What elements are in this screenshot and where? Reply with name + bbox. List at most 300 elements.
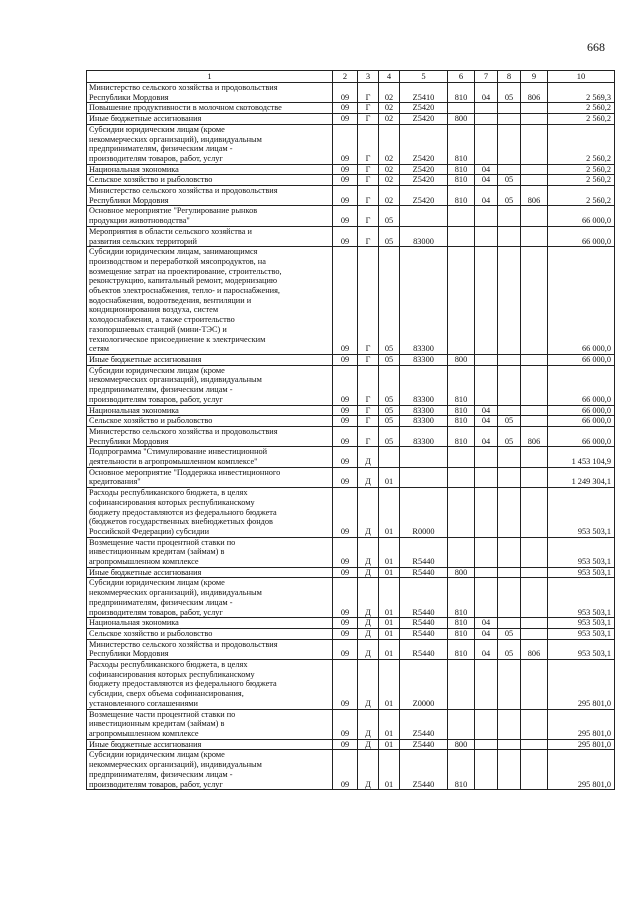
ministry-code-cell (521, 739, 548, 750)
amount-cell: 953 503,1 (548, 567, 615, 578)
amount-cell: 295 801,0 (548, 709, 615, 739)
amount-cell: 66 000,0 (548, 405, 615, 416)
ministry-code-cell (521, 365, 548, 405)
table-row (87, 639, 615, 659)
subprogram-code-cell: Г (358, 247, 379, 355)
expense-type-cell: 800 (448, 114, 475, 125)
expense-direction-cell: R0000 (400, 488, 448, 538)
expense-direction-cell: Z5440 (400, 709, 448, 739)
expense-direction-cell: Z0000 (400, 660, 448, 710)
subdivision-cell (498, 164, 521, 175)
division-cell (475, 354, 498, 365)
subprogram-code-cell: Д (358, 709, 379, 739)
subprogram-code-cell: Г (358, 114, 379, 125)
amount-cell: 66 000,0 (548, 247, 615, 355)
ministry-code-cell (521, 750, 548, 790)
subprogram-code-cell: Г (358, 186, 379, 206)
subprogram-code-cell: Г (358, 426, 379, 446)
amount-cell: 1 453 104,9 (548, 447, 615, 467)
division-cell (475, 739, 498, 750)
subdivision-cell (498, 578, 521, 618)
section-code-cell: 09 (333, 103, 358, 114)
division-cell: 04 (475, 618, 498, 629)
row-name-cell: Сельское хозяйство и рыболовство (87, 628, 333, 639)
table-row (87, 405, 615, 416)
activity-code-cell: 02 (379, 114, 400, 125)
division-cell: 04 (475, 426, 498, 446)
division-cell: 04 (475, 164, 498, 175)
expense-type-cell: 810 (448, 750, 475, 790)
expense-direction-cell: Z5440 (400, 750, 448, 790)
row-name-cell: Национальная экономика (87, 405, 333, 416)
subdivision-cell (498, 405, 521, 416)
header-cell: 1 (87, 71, 333, 83)
row-name-cell: Сельское хозяйство и рыболовство (87, 175, 333, 186)
subdivision-cell: 05 (498, 175, 521, 186)
division-cell (475, 447, 498, 467)
ministry-code-cell (521, 488, 548, 538)
section-code-cell: 09 (333, 447, 358, 467)
expense-type-cell (448, 467, 475, 487)
subprogram-code-cell: Д (358, 567, 379, 578)
table-row (87, 103, 615, 114)
activity-code-cell: 02 (379, 103, 400, 114)
expense-direction-cell: Z5420 (400, 124, 448, 164)
table-row (87, 114, 615, 125)
ministry-code-cell: 806 (521, 426, 548, 446)
section-code-cell: 09 (333, 739, 358, 750)
subprogram-code-cell: Д (358, 578, 379, 618)
activity-code-cell: 02 (379, 186, 400, 206)
section-code-cell: 09 (333, 628, 358, 639)
ministry-code-cell (521, 578, 548, 618)
row-name-cell: Основное мероприятие "Регулирование рынков продукции животноводства" (87, 206, 333, 226)
ministry-code-cell (521, 226, 548, 246)
ministry-code-cell (521, 175, 548, 186)
header-cell: 4 (379, 71, 400, 83)
expense-direction-cell: Z5420 (400, 175, 448, 186)
row-name-cell: Сельское хозяйство и рыболовство (87, 416, 333, 427)
activity-code-cell: 01 (379, 750, 400, 790)
activity-code-cell: 05 (379, 206, 400, 226)
table-header-row (87, 71, 615, 83)
expense-direction-cell: 83300 (400, 416, 448, 427)
section-code-cell: 09 (333, 709, 358, 739)
table-row (87, 365, 615, 405)
subprogram-code-cell: Г (358, 354, 379, 365)
section-code-cell: 09 (333, 426, 358, 446)
amount-cell: 2 560,2 (548, 124, 615, 164)
ministry-code-cell: 806 (521, 639, 548, 659)
section-code-cell: 09 (333, 164, 358, 175)
table-row (87, 488, 615, 538)
subprogram-code-cell: Д (358, 660, 379, 710)
amount-cell: 2 560,2 (548, 186, 615, 206)
expense-direction-cell: Z5420 (400, 164, 448, 175)
ministry-code-cell (521, 354, 548, 365)
subprogram-code-cell: Г (358, 103, 379, 114)
subprogram-code-cell: Г (358, 405, 379, 416)
division-cell (475, 226, 498, 246)
expense-direction-cell: Z5420 (400, 186, 448, 206)
division-cell: 04 (475, 405, 498, 416)
section-code-cell: 09 (333, 618, 358, 629)
division-cell (475, 567, 498, 578)
expense-direction-cell (400, 447, 448, 467)
expense-type-cell: 810 (448, 628, 475, 639)
amount-cell: 2 560,2 (548, 103, 615, 114)
table-row (87, 567, 615, 578)
expense-type-cell: 810 (448, 164, 475, 175)
activity-code-cell: 01 (379, 660, 400, 710)
section-code-cell: 09 (333, 206, 358, 226)
ministry-code-cell (521, 618, 548, 629)
expense-type-cell: 800 (448, 567, 475, 578)
section-code-cell: 09 (333, 467, 358, 487)
section-code-cell: 09 (333, 639, 358, 659)
activity-code-cell: 01 (379, 578, 400, 618)
table-row (87, 618, 615, 629)
header-cell: 2 (333, 71, 358, 83)
subdivision-cell (498, 618, 521, 629)
table-row (87, 416, 615, 427)
section-code-cell: 09 (333, 114, 358, 125)
expense-type-cell: 800 (448, 354, 475, 365)
row-name-cell: Повышение продуктивности в молочном скотоводстве (87, 103, 333, 114)
row-name-cell: Возмещение части процентной ставки по инвестиционным кредитам (займам) в агропромышленном комплексе (87, 709, 333, 739)
subdivision-cell (498, 567, 521, 578)
header-cell: 9 (521, 71, 548, 83)
table-body (87, 71, 615, 790)
subprogram-code-cell: Г (358, 416, 379, 427)
row-name-cell: Субсидии юридическим лицам (кроме некоммерческих организаций), индивидуальным предпринимателям, физическим лицам - производителям товаров, работ, услуг (87, 124, 333, 164)
subprogram-code-cell: Г (358, 83, 379, 103)
activity-code-cell: 05 (379, 247, 400, 355)
section-code-cell: 09 (333, 226, 358, 246)
row-name-cell: Основное мероприятие "Поддержка инвестиционного кредитования" (87, 467, 333, 487)
section-code-cell: 09 (333, 124, 358, 164)
row-name-cell: Расходы республиканского бюджета, в целях софинансирования которых республиканскому бюджету предоставляются из федерального бюджета субсидии, сверх объема софинансирования, установленного соглашениями (87, 660, 333, 710)
subdivision-cell (498, 488, 521, 538)
section-code-cell: 09 (333, 416, 358, 427)
division-cell (475, 247, 498, 355)
row-name-cell: Иные бюджетные ассигнования (87, 114, 333, 125)
subdivision-cell (498, 103, 521, 114)
ministry-code-cell (521, 467, 548, 487)
section-code-cell: 09 (333, 365, 358, 405)
subdivision-cell: 05 (498, 83, 521, 103)
row-name-cell: Министерство сельского хозяйства и продовольствия Республики Мордовия (87, 639, 333, 659)
activity-code-cell: 02 (379, 164, 400, 175)
expense-type-cell: 810 (448, 426, 475, 446)
section-code-cell: 09 (333, 405, 358, 416)
ministry-code-cell (521, 567, 548, 578)
subprogram-code-cell: Д (358, 750, 379, 790)
expense-direction-cell: R5440 (400, 578, 448, 618)
expense-type-cell: 810 (448, 639, 475, 659)
ministry-code-cell (521, 628, 548, 639)
row-name-cell: Возмещение части процентной ставки по инвестиционным кредитам (займам) в агропромышленном комплексе (87, 537, 333, 567)
division-cell: 04 (475, 83, 498, 103)
row-name-cell: Министерство сельского хозяйства и продовольствия Республики Мордовия (87, 83, 333, 103)
budget-table (86, 70, 615, 790)
activity-code-cell: 01 (379, 467, 400, 487)
activity-code-cell: 02 (379, 83, 400, 103)
expense-type-cell (448, 226, 475, 246)
activity-code-cell: 01 (379, 618, 400, 629)
amount-cell: 66 000,0 (548, 226, 615, 246)
section-code-cell: 09 (333, 578, 358, 618)
subprogram-code-cell: Г (358, 226, 379, 246)
ministry-code-cell (521, 709, 548, 739)
division-cell (475, 124, 498, 164)
table-row (87, 628, 615, 639)
amount-cell: 66 000,0 (548, 426, 615, 446)
ministry-code-cell (521, 405, 548, 416)
expense-type-cell: 810 (448, 175, 475, 186)
amount-cell: 295 801,0 (548, 660, 615, 710)
subdivision-cell (498, 124, 521, 164)
expense-type-cell (448, 447, 475, 467)
activity-code-cell: 01 (379, 567, 400, 578)
division-cell: 04 (475, 186, 498, 206)
row-name-cell: Мероприятия в области сельского хозяйства и развития сельских территорий (87, 226, 333, 246)
amount-cell: 66 000,0 (548, 206, 615, 226)
section-code-cell: 09 (333, 660, 358, 710)
header-cell: 3 (358, 71, 379, 83)
division-cell (475, 103, 498, 114)
amount-cell: 2 560,2 (548, 175, 615, 186)
division-cell (475, 578, 498, 618)
expense-direction-cell: 83300 (400, 426, 448, 446)
division-cell (475, 709, 498, 739)
subprogram-code-cell: Д (358, 447, 379, 467)
table-row (87, 467, 615, 487)
row-name-cell: Расходы республиканского бюджета, в целях софинансирования которых республиканскому бюджету предоставляются из федерального бюджета (бюджетов государственных внебюджетных фондов Российской Федерации) субсидии (87, 488, 333, 538)
amount-cell: 953 503,1 (548, 639, 615, 659)
activity-code-cell: 01 (379, 709, 400, 739)
expense-direction-cell: 83000 (400, 226, 448, 246)
ministry-code-cell: 806 (521, 186, 548, 206)
row-name-cell: Субсидии юридическим лицам (кроме некоммерческих организаций), индивидуальным предпринимателям, физическим лицам - производителям товаров, работ, услуг (87, 578, 333, 618)
activity-code-cell: 02 (379, 124, 400, 164)
header-cell: 10 (548, 71, 615, 83)
activity-code-cell: 05 (379, 354, 400, 365)
expense-type-cell: 810 (448, 416, 475, 427)
expense-type-cell (448, 103, 475, 114)
amount-cell: 2 569,3 (548, 83, 615, 103)
ministry-code-cell (521, 247, 548, 355)
subprogram-code-cell: Г (358, 124, 379, 164)
table-row (87, 709, 615, 739)
subprogram-code-cell: Г (358, 365, 379, 405)
header-cell: 6 (448, 71, 475, 83)
expense-direction-cell: Z5440 (400, 739, 448, 750)
ministry-code-cell (521, 537, 548, 567)
expense-direction-cell: Z5410 (400, 83, 448, 103)
page-number: 668 (587, 40, 605, 54)
section-code-cell: 09 (333, 186, 358, 206)
section-code-cell: 09 (333, 83, 358, 103)
table-row (87, 247, 615, 355)
row-name-cell: Субсидии юридическим лицам (кроме некоммерческих организаций), индивидуальным предпринимателям, физическим лицам - производителям товаров, работ, услуг (87, 750, 333, 790)
amount-cell: 66 000,0 (548, 354, 615, 365)
expense-type-cell: 810 (448, 186, 475, 206)
table-row (87, 206, 615, 226)
expense-direction-cell: R5440 (400, 537, 448, 567)
division-cell (475, 365, 498, 405)
expense-direction-cell: R5440 (400, 618, 448, 629)
amount-cell: 2 560,2 (548, 164, 615, 175)
ministry-code-cell (521, 103, 548, 114)
subprogram-code-cell: Д (358, 739, 379, 750)
row-name-cell: Иные бюджетные ассигнования (87, 567, 333, 578)
expense-direction-cell: R5440 (400, 567, 448, 578)
expense-type-cell: 810 (448, 618, 475, 629)
amount-cell: 66 000,0 (548, 416, 615, 427)
expense-direction-cell (400, 467, 448, 487)
division-cell: 04 (475, 628, 498, 639)
subdivision-cell: 05 (498, 426, 521, 446)
expense-direction-cell: Z5420 (400, 103, 448, 114)
section-code-cell: 09 (333, 750, 358, 790)
expense-type-cell (448, 206, 475, 226)
subdivision-cell (498, 354, 521, 365)
expense-type-cell (448, 660, 475, 710)
table-row (87, 83, 615, 103)
activity-code-cell: 01 (379, 639, 400, 659)
division-cell (475, 750, 498, 790)
division-cell: 04 (475, 175, 498, 186)
activity-code-cell (379, 447, 400, 467)
subprogram-code-cell: Д (358, 467, 379, 487)
expense-type-cell (448, 247, 475, 355)
row-name-cell: Субсидии юридическим лицам (кроме некоммерческих организаций), индивидуальным предпринимателям, физическим лицам - производителям товаров, работ, услуг (87, 365, 333, 405)
expense-type-cell: 810 (448, 405, 475, 416)
expense-type-cell (448, 537, 475, 567)
table-row (87, 124, 615, 164)
amount-cell: 295 801,0 (548, 750, 615, 790)
header-cell: 8 (498, 71, 521, 83)
expense-type-cell (448, 709, 475, 739)
table-row (87, 426, 615, 446)
division-cell (475, 206, 498, 226)
activity-code-cell: 05 (379, 426, 400, 446)
table-row (87, 447, 615, 467)
row-name-cell: Национальная экономика (87, 618, 333, 629)
activity-code-cell: 01 (379, 488, 400, 538)
subprogram-code-cell: Д (358, 618, 379, 629)
expense-direction-cell: 83300 (400, 354, 448, 365)
table-row (87, 578, 615, 618)
table-row (87, 226, 615, 246)
ministry-code-cell (521, 206, 548, 226)
subdivision-cell (498, 739, 521, 750)
activity-code-cell: 01 (379, 739, 400, 750)
expense-direction-cell: 83300 (400, 247, 448, 355)
subdivision-cell (498, 660, 521, 710)
subdivision-cell (498, 365, 521, 405)
amount-cell: 953 503,1 (548, 488, 615, 538)
header-cell: 5 (400, 71, 448, 83)
ministry-code-cell: 806 (521, 83, 548, 103)
amount-cell: 953 503,1 (548, 578, 615, 618)
subprogram-code-cell: Д (358, 488, 379, 538)
amount-cell: 1 249 304,1 (548, 467, 615, 487)
amount-cell: 2 560,2 (548, 114, 615, 125)
amount-cell: 953 503,1 (548, 628, 615, 639)
section-code-cell: 09 (333, 567, 358, 578)
section-code-cell: 09 (333, 175, 358, 186)
subdivision-cell (498, 537, 521, 567)
table-row (87, 537, 615, 567)
division-cell: 04 (475, 416, 498, 427)
expense-type-cell: 810 (448, 365, 475, 405)
subdivision-cell (498, 709, 521, 739)
activity-code-cell: 01 (379, 628, 400, 639)
division-cell (475, 488, 498, 538)
activity-code-cell: 01 (379, 537, 400, 567)
expense-direction-cell: R5440 (400, 639, 448, 659)
activity-code-cell: 05 (379, 405, 400, 416)
expense-direction-cell: 83300 (400, 365, 448, 405)
section-code-cell: 09 (333, 537, 358, 567)
division-cell (475, 660, 498, 710)
subdivision-cell: 05 (498, 639, 521, 659)
row-name-cell: Подпрограмма "Стимулирование инвестиционной деятельности в агропромышленном комплексе" (87, 447, 333, 467)
subprogram-code-cell: Д (358, 628, 379, 639)
subdivision-cell (498, 750, 521, 790)
expense-type-cell: 810 (448, 124, 475, 164)
subprogram-code-cell: Д (358, 639, 379, 659)
table-row (87, 750, 615, 790)
table-row (87, 354, 615, 365)
activity-code-cell: 05 (379, 416, 400, 427)
subdivision-cell (498, 247, 521, 355)
subdivision-cell (498, 226, 521, 246)
subdivision-cell: 05 (498, 416, 521, 427)
expense-type-cell: 810 (448, 578, 475, 618)
row-name-cell: Министерство сельского хозяйства и продовольствия Республики Мордовия (87, 426, 333, 446)
table-row (87, 660, 615, 710)
expense-direction-cell: 83300 (400, 405, 448, 416)
ministry-code-cell (521, 114, 548, 125)
subprogram-code-cell: Д (358, 537, 379, 567)
division-cell (475, 467, 498, 487)
subdivision-cell (498, 467, 521, 487)
expense-direction-cell: R5440 (400, 628, 448, 639)
subdivision-cell (498, 114, 521, 125)
table-row (87, 739, 615, 750)
row-name-cell: Иные бюджетные ассигнования (87, 739, 333, 750)
subprogram-code-cell: Г (358, 175, 379, 186)
subdivision-cell (498, 447, 521, 467)
expense-direction-cell (400, 206, 448, 226)
division-cell: 04 (475, 639, 498, 659)
row-name-cell: Иные бюджетные ассигнования (87, 354, 333, 365)
ministry-code-cell (521, 447, 548, 467)
ministry-code-cell (521, 164, 548, 175)
amount-cell: 953 503,1 (548, 618, 615, 629)
row-name-cell: Субсидии юридическим лицам, занимающимся производством и переработкой мясопродуктов, на возмещение затрат на проектирование, строительство, реконструкцию, капитальный ремонт, модернизацию объектов электроснабжения, тепло- и пароснабжения, водоснабжения, водоотведения, вентиляции и кондиционирования воздуха, систем холодоснабжения, а также строительство газопоршневых станций (мини-ТЭС) и технологическое присоединение к электрическим сетям (87, 247, 333, 355)
division-cell (475, 114, 498, 125)
row-name-cell: Министерство сельского хозяйства и продовольствия Республики Мордовия (87, 186, 333, 206)
table-row (87, 175, 615, 186)
expense-type-cell: 810 (448, 83, 475, 103)
subdivision-cell (498, 206, 521, 226)
table-row (87, 186, 615, 206)
subprogram-code-cell: Г (358, 164, 379, 175)
